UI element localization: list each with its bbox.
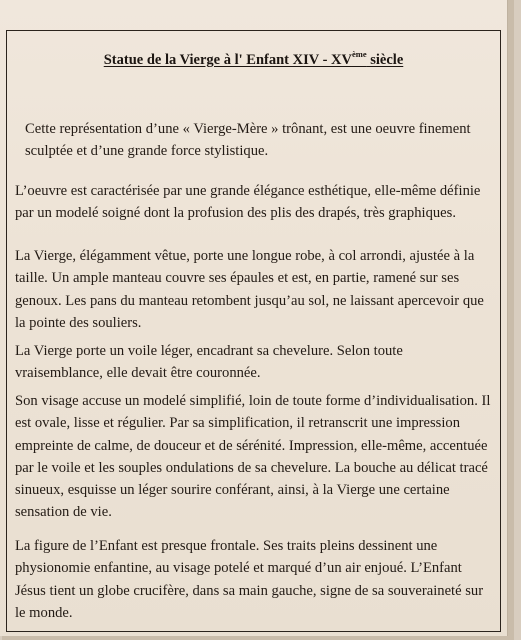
paragraph-veil: La Vierge porte un voile léger, encadrant sa chevelure. Selon toute vraisemblance, elle devait être couronnée. [15, 343, 403, 382]
title-main: Statue de la Vierge à l' Enfant XIV - XV [103, 51, 352, 68]
paragraph-intro: Cette représentation d’une « Vierge-Mère » trônant, est une oeuvre finement sculptée et d’une grande force stylistique. [25, 121, 471, 160]
document-title [0, 50, 507, 69]
title-superscript: ème [351, 49, 367, 59]
paragraph-elegance: L’oeuvre est caractérisée par une grande élégance esthétique, elle-même définie par un modelé soigné dont la profusion des plis des drapés, très graphiques. [15, 183, 481, 222]
paragraph-clothing: La Vierge, élégamment vêtue, porte une longue robe, à col arrondi, ajustée à la taille. Un ample manteau couvre ses épaules et est, en partie, ramené sur ses genoux. Les pans du manteau retombent jusqu’au sol, ne laissant apercevoir que la pointe des souliers. [15, 248, 484, 331]
paragraph-child: La figure de l’Enfant est presque frontale. Ses traits pleins dessinent une physionomie enfantine, au visage potelé et marqué d’un air enjoué. L’Enfant Jésus tient un globe crucifère, dans sa main gauche, signe de sa souveraineté sur le monde. [15, 538, 484, 621]
paragraph-face: Son visage accuse un modelé simplifié, loin de toute forme d’individualisation. Il est ovale, lisse et régulier. Par sa simplification, il retranscrit une impression empreinte de calme, de douceur et de sérénité. Impression, elle-même, accentuée par le voile et les souples ondulations de sa chevelure. La bouche au délicat tracé sinueux, esquisse un léger sourire conférant, ainsi, à la Vierge une certaine sensation de vie. [15, 393, 491, 521]
title-suffix: siècle [366, 51, 404, 68]
